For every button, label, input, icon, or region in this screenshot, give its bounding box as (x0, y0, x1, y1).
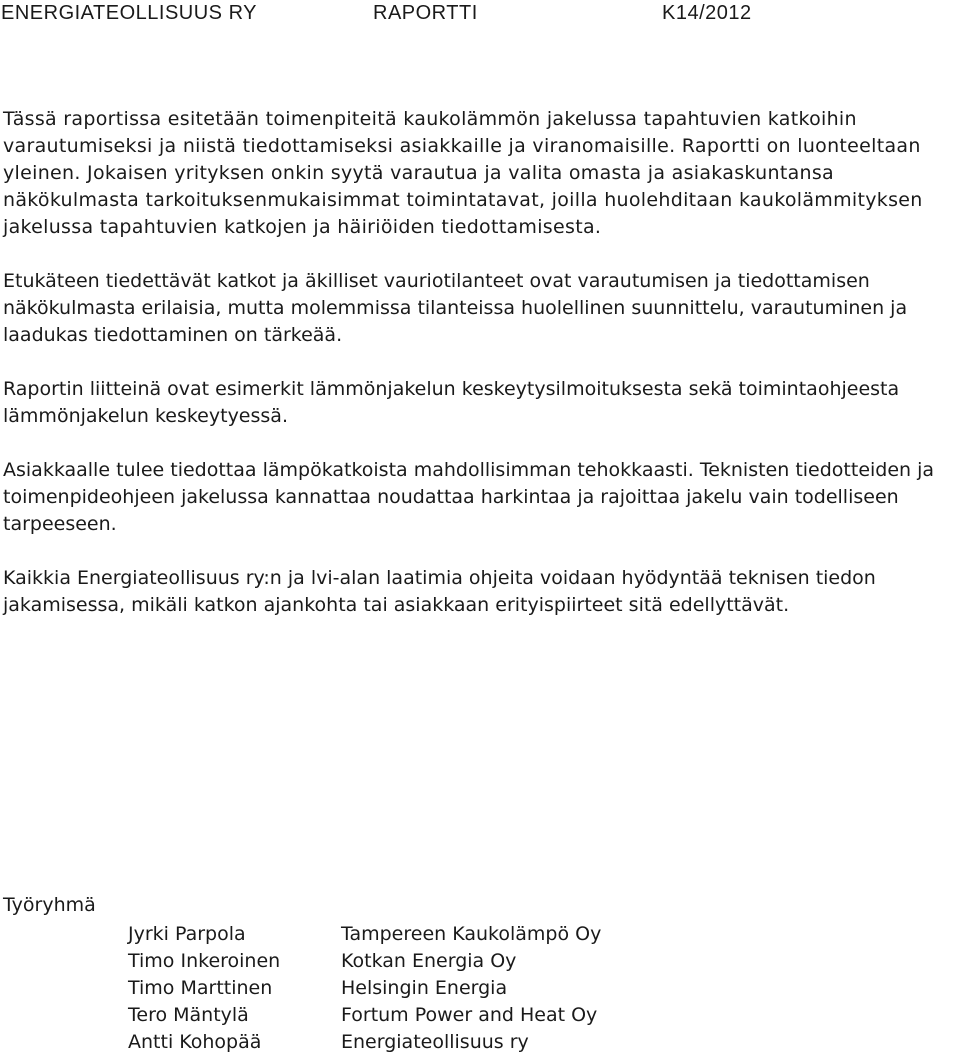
team-member-organization: Fortum Power and Heat Oy (341, 1004, 598, 1026)
team-member-organization: Kotkan Energia Oy (341, 950, 517, 972)
team-member-name: Jyrki Parpola (128, 923, 246, 945)
header-document-number: K14/2012 (662, 2, 752, 24)
paragraph-intro: Tässä raportissa esitetään toimenpiteitä kaukolämmön jakelussa tapahtuvien katkoihin varautumiseksi ja niistä tiedottamiseksi asiakkaille ja viranomaisille. Raportti on luonteeltaan yleinen. Jokaisen yrityksen onkin syytä varautua ja valita omasta ja asiakaskuntansa näkökulmasta tarkoituksenmukaisimmat toimintatavat, joilla huolehditaan kaukolämmityksen jakelussa tapahtuvien katkojen ja häiriöiden tiedottamisesta. (3, 108, 923, 238)
team-member-row (3, 921, 959, 948)
team-member-name: Tero Mäntylä (128, 1004, 249, 1026)
team-member-name: Antti Kohopää (128, 1031, 262, 1053)
header-organization: ENERGIATEOLLISUUS RY (1, 2, 257, 24)
paragraph-guidelines: Kaikkia Energiateollisuus ry:n ja lvi-alan laatimia ohjeita voidaan hyödyntää teknisen tiedon jakamisessa, mikäli katkon ajankohta tai asiakkaan erityispiirteet sitä edellyttävät. (3, 567, 876, 616)
team-member-row (3, 975, 959, 1002)
team-member-organization: Helsingin Energia (341, 977, 508, 999)
working-group (3, 892, 959, 1056)
header-document-type: RAPORTTI (373, 2, 478, 24)
working-group-title: Työryhmä (3, 894, 96, 916)
team-member-row (3, 1002, 959, 1029)
paragraph-planning: Etukäteen tiedettävät katkot ja äkilliset vauriotilanteet ovat varautumisen ja tiedottamisen näkökulmasta erilaisia, mutta molemmissa tilanteissa huolellinen suunnittelu, varautuminen ja laadukas tiedottaminen on tärkeää. (3, 270, 908, 346)
team-member-name: Timo Inkeroinen (128, 950, 281, 972)
page-header (0, 0, 960, 26)
team-member-organization: Tampereen Kaukolämpö Oy (341, 923, 602, 945)
report-body (3, 106, 959, 646)
paragraph-appendices: Raportin liitteinä ovat esimerkit lämmönjakelun keskeytysilmoituksesta sekä toimintaohjeesta lämmönjakelun keskeytyessä. (3, 378, 900, 427)
team-member-row (3, 948, 959, 975)
team-member-name: Timo Marttinen (128, 977, 273, 999)
paragraph-customer-info: Asiakkaalle tulee tiedottaa lämpökatkoista mahdollisimman tehokkaasti. Teknisten tiedotteiden ja toimenpideohjeen jakelussa kannattaa noudattaa harkintaa ja rajoittaa jakelu vain todelliseen tarpeeseen. (3, 459, 935, 535)
team-member-row (3, 1029, 959, 1056)
team-member-organization: Energiateollisuus ry (341, 1031, 529, 1053)
